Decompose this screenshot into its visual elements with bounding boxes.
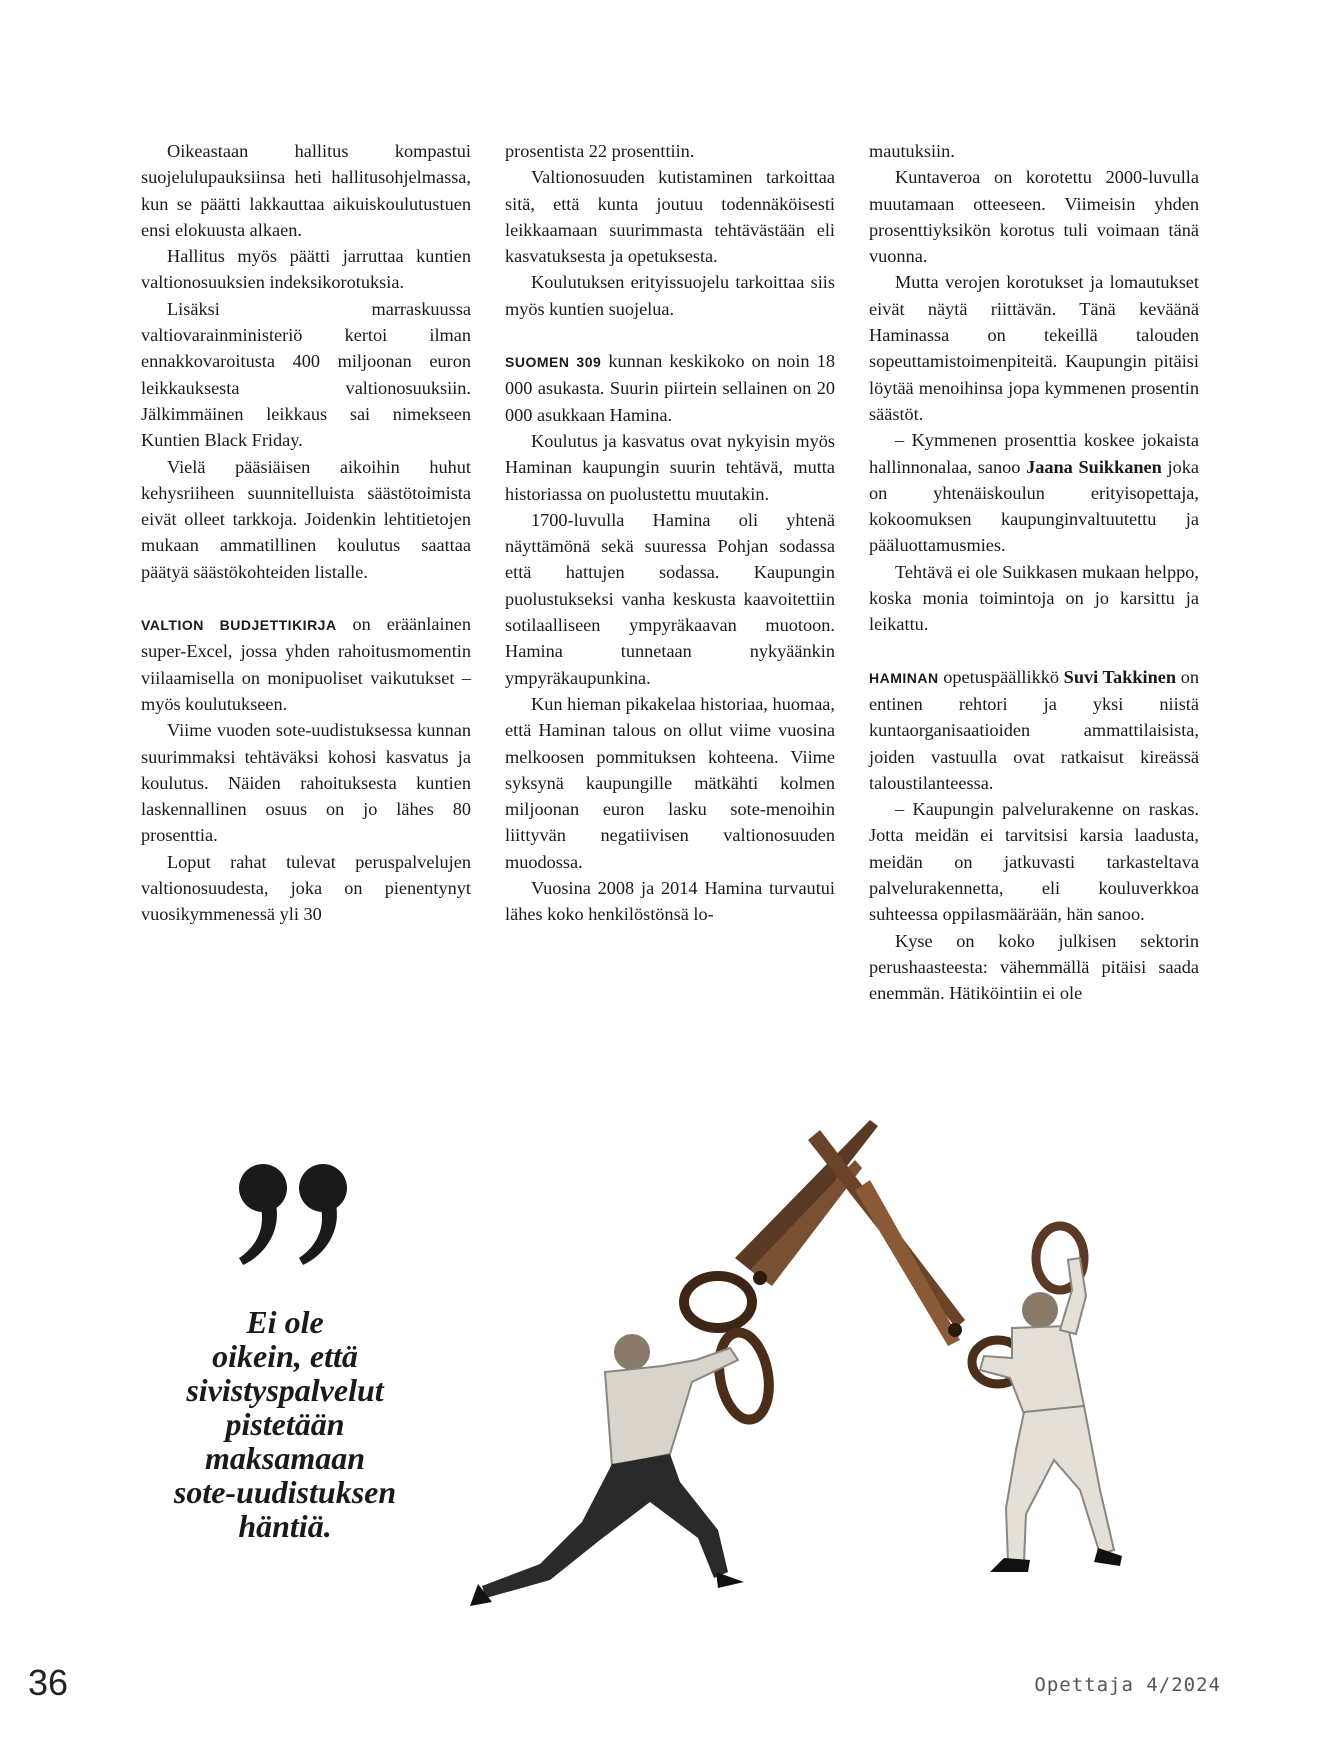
lead-in-caps: VALTION BUDJETTIKIRJA — [141, 617, 337, 634]
magazine-issue: Opettaja 4/2024 — [1034, 1674, 1221, 1696]
paragraph: Viime vuoden sote-uudistuksessa kunnan suurimmaksi tehtäväksi kohosi kasvatus ja koulutus. Näiden rahoituksesta kuntien laskennallinen osuus on jo lähes 80 prosenttia. — [141, 720, 471, 846]
paragraph — [869, 427, 1199, 558]
paragraph-text: on eräänlainen super-Excel, jossa yhden rahoitusmomentin viilaamisella on monipuoliset vaikutukset – myös koulutukseen. — [141, 614, 471, 714]
lead-in-caps: HAMINAN — [869, 669, 939, 686]
lead-in-caps: SUOMEN 309 — [505, 354, 602, 371]
paragraph: Valtionosuuden kutistaminen tarkoittaa sitä, että kunta joutuu todennäköisesti leikkaamaan suurimmasta tehtävästään eli kasvatuksesta ja opetuksesta. — [505, 167, 835, 267]
paragraph: 1700-luvulla Hamina oli yhtenä näyttämönä sekä suuressa Pohjan sodassa että hattujen sodassa. Kaupungin puolustukseksi vanha keskusta kaavoitettiin sotilaalliseen ympyräkaavan muotoon. Hamina tunnetaan nykyäänkin ympyräkaupunkina. — [505, 509, 835, 688]
quote-mark-icon — [235, 1160, 355, 1270]
paragraph: prosentista 22 prosenttiin. — [505, 141, 695, 161]
paragraph: mautuksiin. — [869, 141, 955, 161]
person-name: Suvi Takkinen — [1063, 666, 1177, 687]
article-column-3 — [869, 138, 1199, 1007]
article-column-2 — [505, 138, 835, 928]
paragraph-text: on entinen rehtori ja yksi niistä kuntaorganisaatioiden ammattilaisista, joiden vastuulla ovat ratkaisut kireässä taloustilanteessa. — [869, 666, 1199, 793]
paragraph: Hallitus myös päätti jarruttaa kuntien valtionosuuksien indeksikorotuksia. — [141, 246, 471, 293]
fencers-with-scissors-illustration — [400, 1110, 1220, 1670]
pull-quote-line: sote-uudistuksen — [173, 1474, 397, 1510]
paragraph: Koulutuksen erityissuojelu tarkoittaa siis myös kuntien suojelua. — [505, 272, 835, 319]
paragraph: Mutta verojen korotukset ja lomautukset eivät näytä riittävän. Tänä keväänä Haminassa on tekeillä talouden sopeuttamistoimenpiteitä. Kaupungin pitäisi löytää menoihinsa jopa kymmenen prosentin säästöt. — [869, 272, 1199, 424]
pull-quote-line: sivistyspalvelut — [186, 1372, 384, 1408]
page-number: 36 — [28, 1662, 69, 1703]
paragraph: Koulutus ja kasvatus ovat nykyisin myös Haminan kaupungin suurin tehtävä, mutta historiassa on puolustettu muutakin. — [505, 430, 835, 504]
section-lead-paragraph — [869, 664, 1199, 796]
paragraph: Lisäksi marraskuussa valtiovarainministeriö kertoi ilman ennakkovaroitusta 400 miljoonan euron leikkauksesta valtionosuuksiin. Jälkimmäinen leikkaus sai nimekseen Kuntien Black Friday. — [141, 298, 471, 451]
paragraph: Vielä pääsiäisen aikoihin huhut kehysriiheen suunnitelluista säästötoimista eivät olleet tarkkoja. Joidenkin lehtitietojen mukaan ammatillinen koulutus saattaa päätyä säästökohteiden listalle. — [141, 456, 471, 582]
pull-quote-line: maksamaan — [204, 1440, 366, 1476]
pull-quote-line: oikein, että — [212, 1338, 358, 1374]
scissors-left-icon — [684, 1120, 878, 1423]
paragraph-text: opetuspäällikkö — [938, 666, 1064, 687]
paragraph: Loput rahat tulevat peruspalvelujen valtionosuudesta, joka on pienentynyt vuosikymmenessä yli 30 — [141, 851, 471, 925]
left-fencer-figure — [470, 1334, 744, 1606]
paragraph: Kyse on koko julkisen sektorin perushaasteesta: vähemmällä pitäisi saada enemmän. Hätiköintiin ei ole — [869, 930, 1199, 1004]
paragraph: Vuosina 2008 ja 2014 Hamina turvautui lähes koko henkilöstönsä lo- — [505, 878, 835, 925]
pull-quote-line: häntiä. — [238, 1508, 332, 1544]
paragraph-text: kunnan keskikoko on noin 18 000 asukasta. Suurin piirtein sellainen on 20 000 asukkaan Hamina. — [505, 351, 835, 425]
pull-quote — [135, 1305, 435, 1543]
right-fencer-figure — [980, 1258, 1122, 1572]
paragraph-text: joka on yhtenäiskoulun erityisopettaja, kokoomuksen kaupunginvaltuutettu ja pääluottamusmies. — [869, 456, 1200, 556]
paragraph: Oikeastaan hallitus kompastui suojelulupauksiinsa heti hallitusohjelmassa, kun se päätti lakkauttaa aikuiskoulutustuen ensi elokuusta alkaen. — [141, 141, 471, 240]
pull-quote-line: Ei ole — [246, 1304, 324, 1340]
person-name: Jaana Suikkanen — [1026, 456, 1162, 477]
paragraph-text: – Kymmenen prosenttia koskee jokaista hallinnonalaa, sanoo — [869, 430, 1199, 477]
paragraph: Kuntaveroa on korotettu 2000-luvulla muutamaan otteeseen. Viimeisin yhden prosenttiyksikön korotus tuli voimaan tänä vuonna. — [869, 167, 1199, 267]
paragraph: Kun hieman pikakelaa historiaa, huomaa, että Haminan talous on ollut viime vuosina melkoosen pommituksen kohteena. Viime syksynä kaupungille mätkähti kolmen miljoonan euron lasku sote-menoihin liittyvän negatiivisen valtionosuuden muodossa. — [505, 693, 835, 872]
paragraph: – Kaupungin palvelurakenne on raskas. Jotta meidän ei tarvitsisi karsia laadusta, meidän on jatkuvasti tarkasteltava palvelurakennetta, eli kouluverkkoa suhteessa oppilasmäärään, hän sanoo. — [869, 799, 1199, 925]
section-lead-paragraph — [505, 348, 835, 428]
pull-quote-line: pistetään — [225, 1406, 345, 1442]
section-lead-paragraph — [141, 611, 471, 717]
paragraph: Tehtävä ei ole Suikkasen mukaan helppo, koska monia toimintoja on jo karsittu ja leikattu. — [869, 561, 1199, 635]
article-column-1 — [141, 138, 471, 928]
